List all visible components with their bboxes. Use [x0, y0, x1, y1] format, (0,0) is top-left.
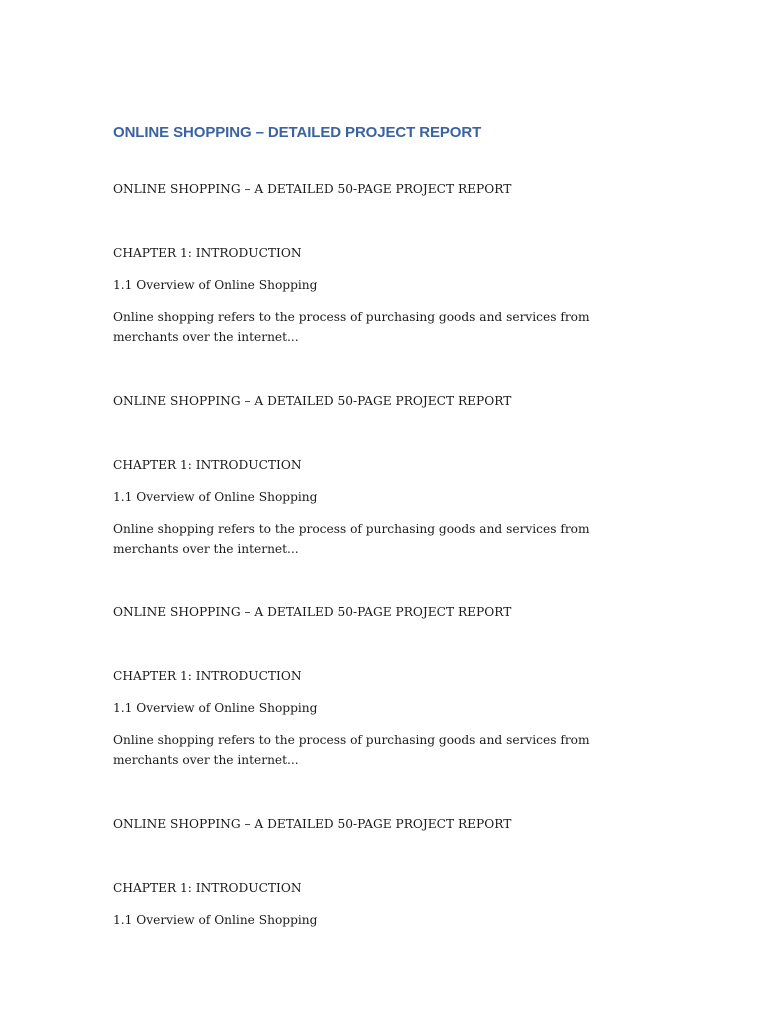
- chapter-heading: CHAPTER 1: INTRODUCTION: [113, 669, 302, 683]
- body-paragraph: Online shopping refers to the process of purchasing goods and services from merchants over the internet...: [113, 522, 590, 556]
- chapter-heading: CHAPTER 1: INTRODUCTION: [113, 458, 302, 472]
- section-heading: 1.1 Overview of Online Shopping: [113, 701, 318, 715]
- section-heading: 1.1 Overview of Online Shopping: [113, 913, 318, 927]
- chapter-heading: CHAPTER 1: INTRODUCTION: [113, 881, 302, 895]
- chapter-heading: CHAPTER 1: INTRODUCTION: [113, 246, 302, 260]
- section-heading: 1.1 Overview of Online Shopping: [113, 278, 318, 292]
- body-paragraph: Online shopping refers to the process of purchasing goods and services from merchants over the internet...: [113, 310, 590, 344]
- report-heading: ONLINE SHOPPING – A DETAILED 50-PAGE PROJECT REPORT: [113, 817, 512, 831]
- section-heading: 1.1 Overview of Online Shopping: [113, 490, 318, 504]
- body-paragraph: Online shopping refers to the process of purchasing goods and services from merchants over the internet...: [113, 733, 590, 767]
- report-heading: ONLINE SHOPPING – A DETAILED 50-PAGE PROJECT REPORT: [113, 605, 512, 619]
- report-heading: ONLINE SHOPPING – A DETAILED 50-PAGE PROJECT REPORT: [113, 182, 512, 196]
- document-title: ONLINE SHOPPING – DETAILED PROJECT REPORT: [113, 124, 482, 141]
- report-heading: ONLINE SHOPPING – A DETAILED 50-PAGE PROJECT REPORT: [113, 394, 512, 408]
